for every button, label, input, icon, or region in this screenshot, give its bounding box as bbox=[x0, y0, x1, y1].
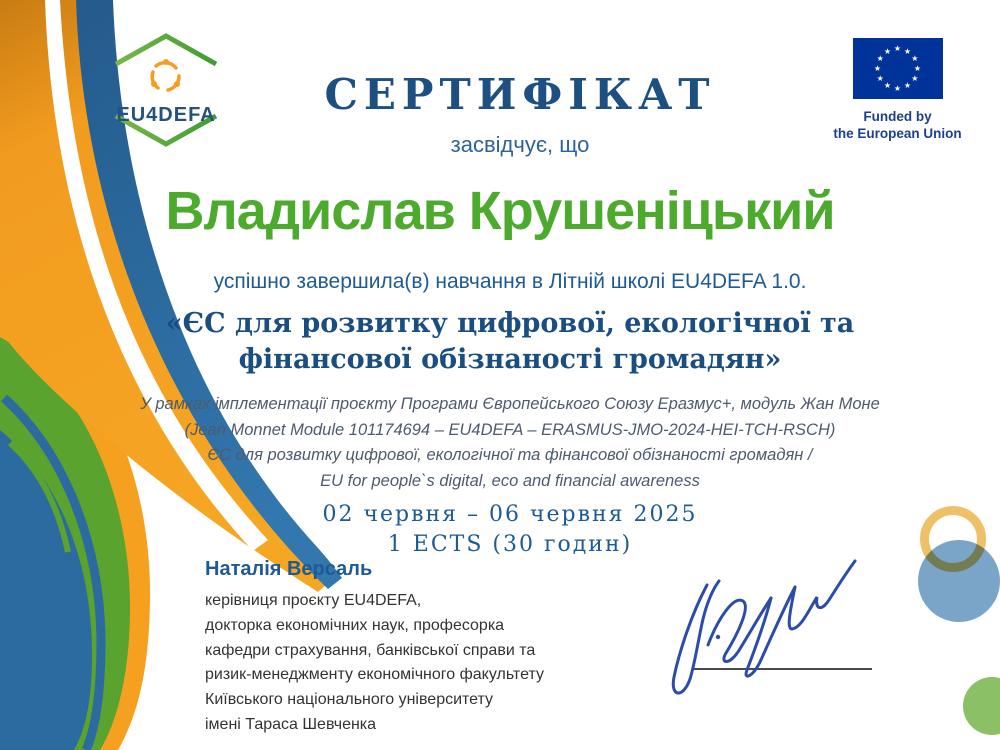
course-title-line1: «ЄС для розвитку цифрової, екологічної та bbox=[165, 308, 855, 339]
eu-star-icon: ★ bbox=[873, 64, 882, 73]
eu-star-icon: ★ bbox=[883, 81, 892, 91]
eu-star-icon: ★ bbox=[893, 84, 902, 93]
eu-star-icon: ★ bbox=[903, 81, 912, 91]
course-title-line2: фінансової обізнаності громадян» bbox=[238, 343, 782, 375]
signer-name: Наталія Версаль bbox=[205, 558, 373, 580]
signer-title-line: імені Тараса Шевченка bbox=[205, 715, 377, 733]
attests-text: засвідчує, що bbox=[450, 132, 590, 157]
signature-handwriting bbox=[645, 525, 905, 700]
program-line2: (Jean Monnet Module 101174694 – EU4DEFA – ERASMUS-JMO-2024-HEI-TCH-RSCH) bbox=[184, 420, 836, 439]
eu-star-icon: ★ bbox=[911, 54, 919, 63]
recipient-name: Владислав Крушеніцький bbox=[165, 181, 835, 241]
eu-star-icon: ★ bbox=[911, 74, 919, 83]
signer-block bbox=[205, 558, 605, 738]
eu-star-icon: ★ bbox=[903, 46, 912, 56]
signer-title-line: Київського національного університету bbox=[205, 691, 494, 709]
course-dates: 02 червня – 06 червня 2025 bbox=[322, 502, 698, 527]
eu-star-icon: ★ bbox=[883, 46, 892, 56]
eu-star-icon: ★ bbox=[876, 54, 884, 63]
eu-star-icon: ★ bbox=[893, 44, 902, 53]
eu-funded-line2: the European Union bbox=[833, 125, 962, 141]
signer-title-line: докторка економічних наук, професорка bbox=[205, 616, 505, 634]
course-credits: 1 ECTS (30 годин) bbox=[387, 532, 633, 557]
eu-star-icon: ★ bbox=[876, 74, 884, 83]
program-line1: У рамках імплементації проєкту Програми Європейського Союзу Еразмус+, модуль Жан Моне bbox=[140, 395, 880, 413]
logo-wordmark: EU4DEFA bbox=[116, 104, 216, 126]
completion-text: успішно завершила(в) навчання в Літній школі EU4DEFA 1.0. bbox=[213, 270, 807, 293]
decor-circle-green bbox=[963, 677, 1000, 735]
program-details bbox=[60, 392, 960, 494]
signer-title-line: ризик-менеджменту економічного факультету bbox=[205, 666, 544, 684]
program-line3: ЄС для розвитку цифрової, екологічної та фінансової обізнаності громадян / bbox=[207, 446, 813, 465]
signer-title-line: керівниця проєкту EU4DEFA, bbox=[205, 592, 422, 609]
eu-funded-line1: Funded by bbox=[863, 109, 932, 124]
course-title bbox=[60, 306, 960, 377]
certificate-title: СЕРТИФІКАТ bbox=[324, 70, 716, 119]
program-line4: EU for people`s digital, eco and financial awareness bbox=[320, 471, 700, 490]
signer-title-line: кафедри страхування, банківської справи та bbox=[205, 641, 536, 659]
eu-star-icon: ★ bbox=[913, 64, 922, 73]
